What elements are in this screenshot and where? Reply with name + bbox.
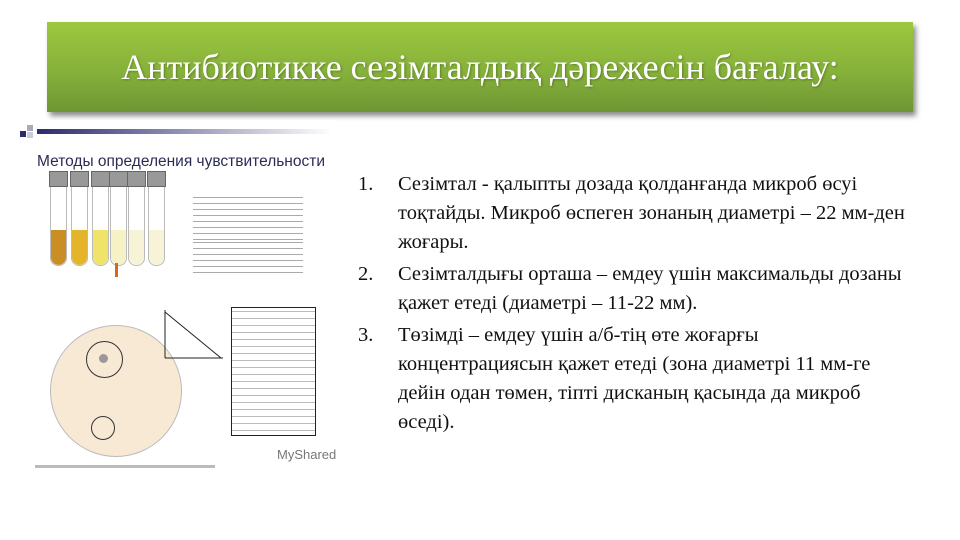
list-item xyxy=(358,260,918,318)
test-tube xyxy=(148,185,165,266)
text-blurb xyxy=(193,240,303,275)
item-number: 2. xyxy=(358,263,374,285)
info-box xyxy=(231,307,316,436)
list-item xyxy=(358,321,918,437)
sensitivity-methods-image xyxy=(15,120,335,480)
test-tube xyxy=(50,185,67,266)
arrow-marker xyxy=(115,263,118,277)
item-number: 1. xyxy=(358,173,374,195)
header-bar xyxy=(37,129,332,134)
test-tube xyxy=(110,185,127,266)
list-item xyxy=(358,170,918,257)
item-text: Сезімталдығы орташа – емдеу үшін максимальды дозаны қажет етеді (диаметрі – 11-22 мм). xyxy=(398,263,902,314)
slide-title: Антибиотикке сезімталдық дәрежесін бағалау: xyxy=(121,46,839,87)
myshared-watermark: MyShared xyxy=(277,447,337,462)
mic-graph xyxy=(163,308,225,363)
test-tube xyxy=(71,185,88,266)
corner-decoration xyxy=(20,125,40,145)
item-text: Төзімді – емдеу үшін а/б-тің өте жоғарғы концентрациясын қажет етеді (зона диаметрі 11 мм-ге дейін одан төмен, тіпті дисканың қасында да микроб өседі). xyxy=(398,324,871,433)
slide-title-banner xyxy=(47,22,913,112)
test-tube xyxy=(128,185,145,266)
sensitivity-levels-list xyxy=(358,170,918,440)
text-blurb xyxy=(193,195,303,245)
test-tube xyxy=(92,185,109,266)
image-heading: Методы определения чувствительности xyxy=(37,153,325,170)
item-number: 3. xyxy=(358,324,374,346)
item-text: Сезімтал - қалыпты дозада қолданғанда микроб өсуі тоқтайды. Микроб өспеген зонаның диаметрі – 22 мм-ден жоғары. xyxy=(398,173,905,253)
footer-caption xyxy=(35,465,215,468)
